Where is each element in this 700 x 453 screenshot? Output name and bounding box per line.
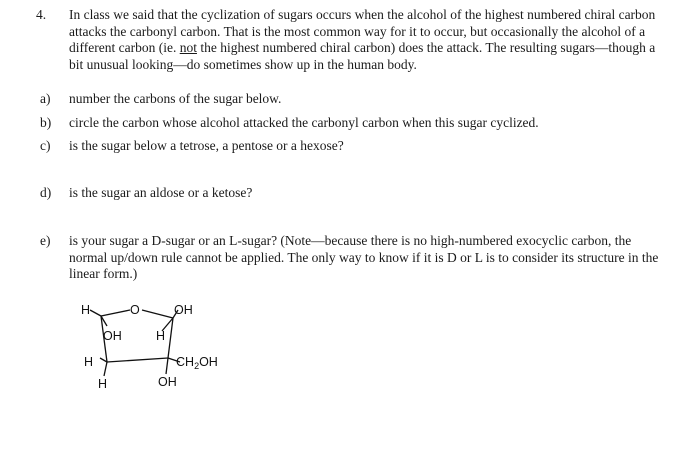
subquestion-label: a) bbox=[40, 91, 51, 106]
ch2oh-label bbox=[176, 355, 218, 371]
intro-text-part1: In class we said that the cyclization of sugars occurs when the alcohol of the highest numbered chiral carbon attacks the carbonyl carbon. That is the most common way for it to occur, but occasionally the alcohol of a different carbon (ie. bbox=[69, 7, 656, 55]
bond-c1-o bbox=[101, 310, 130, 316]
subquestion-text: is your sugar a D-sugar or an L-sugar? (Note—because there is no high-numbered exocyclic carbon, the normal up/down rule cannot be applied. The only way to know if it is D or L is to consider its structure in the linear form.) bbox=[69, 233, 659, 281]
bond-c3-c2 bbox=[107, 358, 168, 362]
question-intro bbox=[69, 7, 659, 73]
oh-top-right-label: OH bbox=[174, 303, 193, 317]
ch2oh-subscript: 2 bbox=[194, 361, 200, 371]
intro-underlined-word: not bbox=[179, 40, 197, 55]
subquestion-label: c) bbox=[40, 138, 51, 153]
subquestion-label: e) bbox=[40, 233, 51, 248]
h-top-left-label: H bbox=[81, 303, 91, 317]
subquestion-text: circle the carbon whose alcohol attacked the carbonyl carbon when this sugar cyclized. bbox=[69, 115, 539, 130]
bond-c2-h-lower bbox=[104, 362, 107, 376]
intro-text-part2: the highest numbered chiral carbon) does the attack. The resulting sugars—though a bit unusual looking—do sometimes show up in the human body. bbox=[69, 40, 656, 72]
ch2oh-suffix: OH bbox=[199, 355, 218, 369]
ring-bonds bbox=[90, 310, 180, 376]
subquestion-text: is the sugar an aldose or a ketose? bbox=[69, 185, 253, 200]
subquestion-text: number the carbons of the sugar below. bbox=[69, 91, 282, 106]
subquestion-text: is the sugar below a tetrose, a pentose or a hexose? bbox=[69, 138, 344, 153]
oh-inside-label: OH bbox=[103, 329, 122, 343]
h-inside-right-label: H bbox=[156, 329, 166, 343]
question-number: 4. bbox=[36, 7, 47, 22]
ch2oh-prefix: CH bbox=[176, 355, 195, 369]
h-left-label: H bbox=[84, 355, 94, 369]
subquestion-label: d) bbox=[40, 185, 52, 200]
subquestion-label: b) bbox=[40, 115, 52, 130]
h-bottom-label: H bbox=[98, 377, 108, 391]
ring-oxygen-label: O bbox=[130, 303, 140, 317]
oh-bottom-label: OH bbox=[158, 375, 177, 389]
sugar-ring-structure bbox=[70, 298, 270, 398]
bond-o-c4 bbox=[142, 310, 173, 318]
bond-c1-h bbox=[90, 310, 101, 316]
bond-c3-oh bbox=[166, 358, 168, 374]
